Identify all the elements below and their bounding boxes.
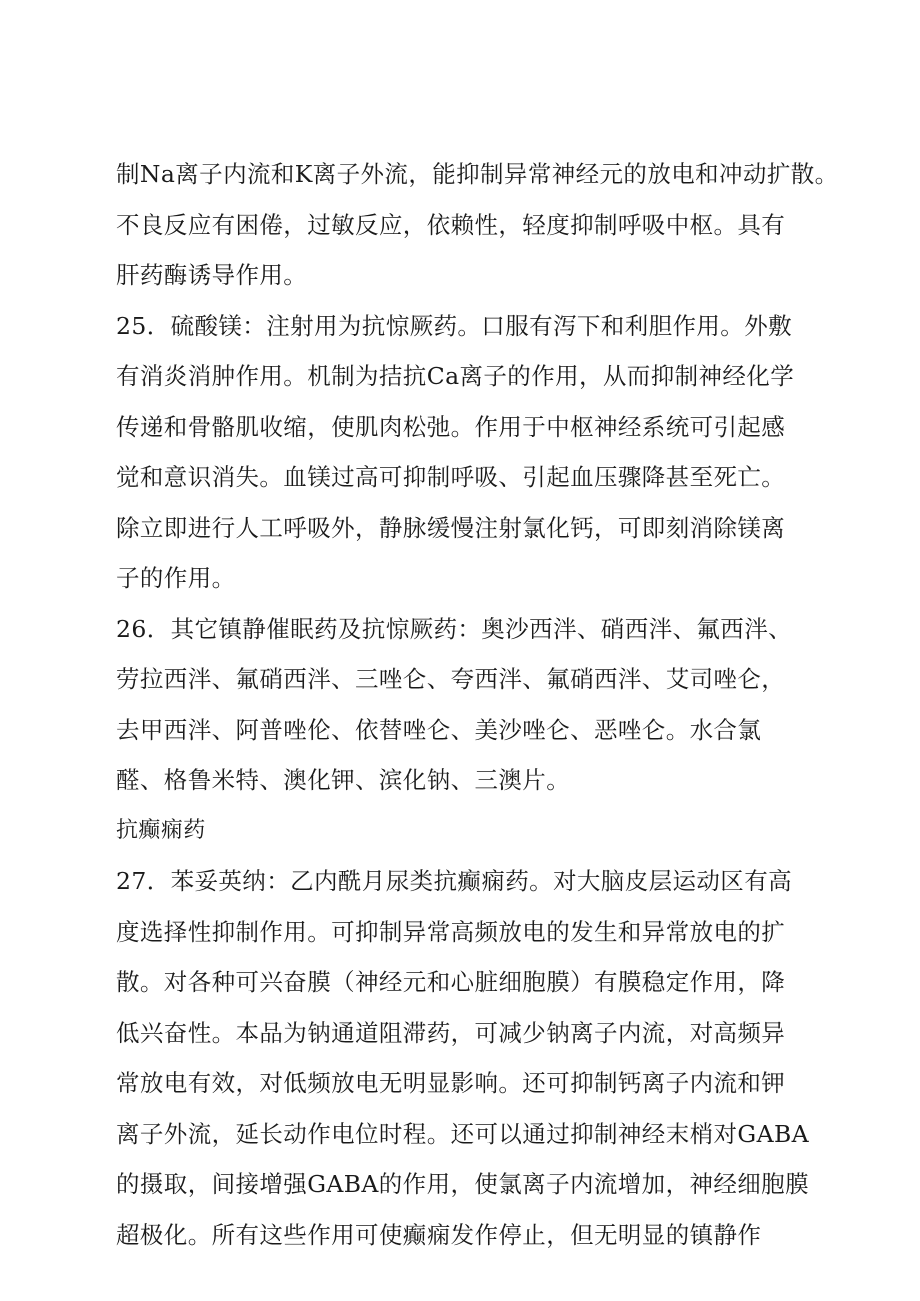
text-line: 的摄取，间接增强GABA的作用，使氯离子内流增加，神经细胞膜 bbox=[116, 1170, 809, 1198]
text-line: 低兴奋性。本品为钠通道阻滞药，可减少钠离子内流，对高频异 bbox=[116, 1018, 786, 1047]
text-line: 超极化。所有这些作用可使癫痫发作停止，但无明显的镇静作 bbox=[116, 1220, 762, 1249]
text-line: 散。对各种可兴奋膜（神经元和心脏细胞膜）有膜稳定作用，降 bbox=[116, 968, 786, 996]
text-line: 劳拉西泮、氟硝西泮、三唑仑、夸西泮、氟硝西泮、艾司唑仑， bbox=[116, 665, 786, 693]
text-line: 制Na离子内流和K离子外流，能抑制异常神经元的放电和冲动扩散。 bbox=[116, 160, 839, 188]
text-line: 常放电有效，对低频放电无明显影响。还可抑制钙离子内流和钾 bbox=[116, 1069, 786, 1097]
text-line: 有消炎消肿作用。机制为拮抗Ca离子的作用，从而抑制神经化学 bbox=[116, 362, 795, 390]
text-line: 离子外流，延长动作电位时程。还可以通过抑制神经末梢对GABA bbox=[116, 1119, 809, 1148]
body-text bbox=[116, 149, 839, 1260]
section-heading: 抗癫痫药 bbox=[116, 817, 206, 843]
text-line: 除立即进行人工呼吸外，静脉缓慢注射氯化钙，可即刻消除镁离 bbox=[116, 513, 786, 542]
text-line: 醛、格鲁米特、澳化钾、滨化钠、三澳片。 bbox=[116, 766, 571, 794]
text-line: 去甲西泮、阿普唑伦、依替唑仑、美沙唑仑、恶唑仑。水合氯 bbox=[116, 715, 762, 744]
text-line: 26．其它镇静催眠药及抗惊厥药：奥沙西泮、硝西泮、氟西泮、 bbox=[116, 614, 793, 643]
text-line: 肝药酶诱导作用。 bbox=[116, 261, 308, 289]
text-line: 觉和意识消失。血镁过高可抑制呼吸、引起血压骤降甚至死亡。 bbox=[116, 463, 786, 491]
text-line: 27．苯妥英纳：乙内酰月尿类抗癫痫药。对大脑皮层运动区有高 bbox=[116, 867, 793, 895]
text-line: 子的作用。 bbox=[116, 564, 236, 592]
text-line: 不良反应有困倦，过敏反应，依赖性，轻度抑制呼吸中枢。具有 bbox=[116, 210, 786, 239]
text-line: 25．硫酸镁：注射用为抗惊厥药。口服有泻下和利胆作用。外敷 bbox=[116, 311, 793, 340]
text-line: 传递和骨骼肌收缩，使肌肉松弛。作用于中枢神经系统可引起感 bbox=[116, 412, 786, 441]
text-line: 度选择性抑制作用。可抑制异常高频放电的发生和异常放电的扩 bbox=[116, 917, 786, 946]
